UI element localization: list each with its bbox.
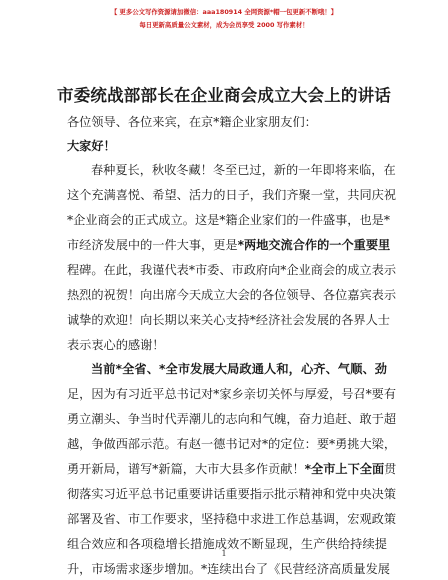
document-title: 市委统战部部长在企业商会成立大会上的讲话	[57, 86, 391, 105]
paragraph-2-line: 勇立潮头、争当时代弄潮儿的志向和气魄，奋力追赶、敢于超	[67, 412, 397, 426]
paragraph-1-line: *企业商会的正式成立。这是*籍企业家们的一件盛事，也是*	[67, 213, 390, 227]
paragraph-1-line: 诚挚的欢迎！向长期以来关心支持*经济社会发展的各界人士	[67, 313, 390, 327]
paragraph-1-line	[67, 235, 391, 255]
promo-banner-line-2: 每日更新高质量公文素材，成为会员享受 2000 写作素材！	[139, 21, 309, 29]
paragraph-1-line: 春种夏长，秋收冬藏！冬至已过，新的一年即将来临，在	[91, 163, 396, 177]
paragraph-2-line: 当前*全省、*全市发展大局政通人和，心齐、气顺、劲	[91, 362, 387, 376]
paragraph-2-line: 越，争做西部示范。有赵一德书记对*的定位：要*勇挑大梁，	[67, 437, 397, 451]
paragraph-1-line: 程碑。在此，我谨代表*市委、市政府向*企业商会的成立表示	[67, 263, 397, 277]
paragraph-1-emphasis: *两地交流合作的一个重要里	[237, 238, 391, 252]
salutation: 各位领导、各位来宾，在京*籍企业家朋友们：	[67, 115, 317, 129]
paragraph-2-emphasis: *全市上下全面	[304, 462, 385, 476]
paragraph-2-line: 部署及省、市工作要求，坚持稳中求进工作总基调，宏观政策	[67, 512, 397, 526]
paragraph-2-line	[67, 459, 397, 479]
greeting: 大家好！	[67, 139, 116, 153]
paragraph-2-line: 升，市场需求逐步增加。*连续出台了《民营经济高质量发展	[67, 562, 390, 576]
promo-banner-line-1: 【 更多公文写作资源请加微信：aaa180914 全网资源*帽一包更新不断哦！】	[110, 8, 338, 16]
paragraph-2-line: 彻落实习近平总书记重要讲话重要指示批示精神和党中央决策	[67, 487, 397, 501]
paragraph-1-line: 表示衷心的感谢！	[67, 338, 165, 352]
paragraph-2-text: 勇开新局，谱写*新篇，大市大县多作贡献！	[67, 462, 305, 476]
paragraph-2-text: 贯	[384, 462, 397, 476]
paragraph-1-line: 这个充满喜悦、希望、活力的日子，我们齐聚一堂，共同庆祝	[67, 188, 397, 202]
paragraph-2-line: 组合效应和各项稳增长措施成效不断显现，生产供给持续提	[67, 537, 387, 551]
paragraph-1-line: 热烈的祝贺！向出席今天成立大会的各位领导、各位嘉宾表示	[67, 288, 397, 302]
paragraph-1-text: 市经济发展中的一件大事，更是	[67, 238, 238, 252]
paragraph-2-line: 足，因为有习近平总书记对*家乡亲切关怀与厚爱，号召*要有	[67, 387, 397, 401]
page-number: 1	[221, 549, 227, 558]
